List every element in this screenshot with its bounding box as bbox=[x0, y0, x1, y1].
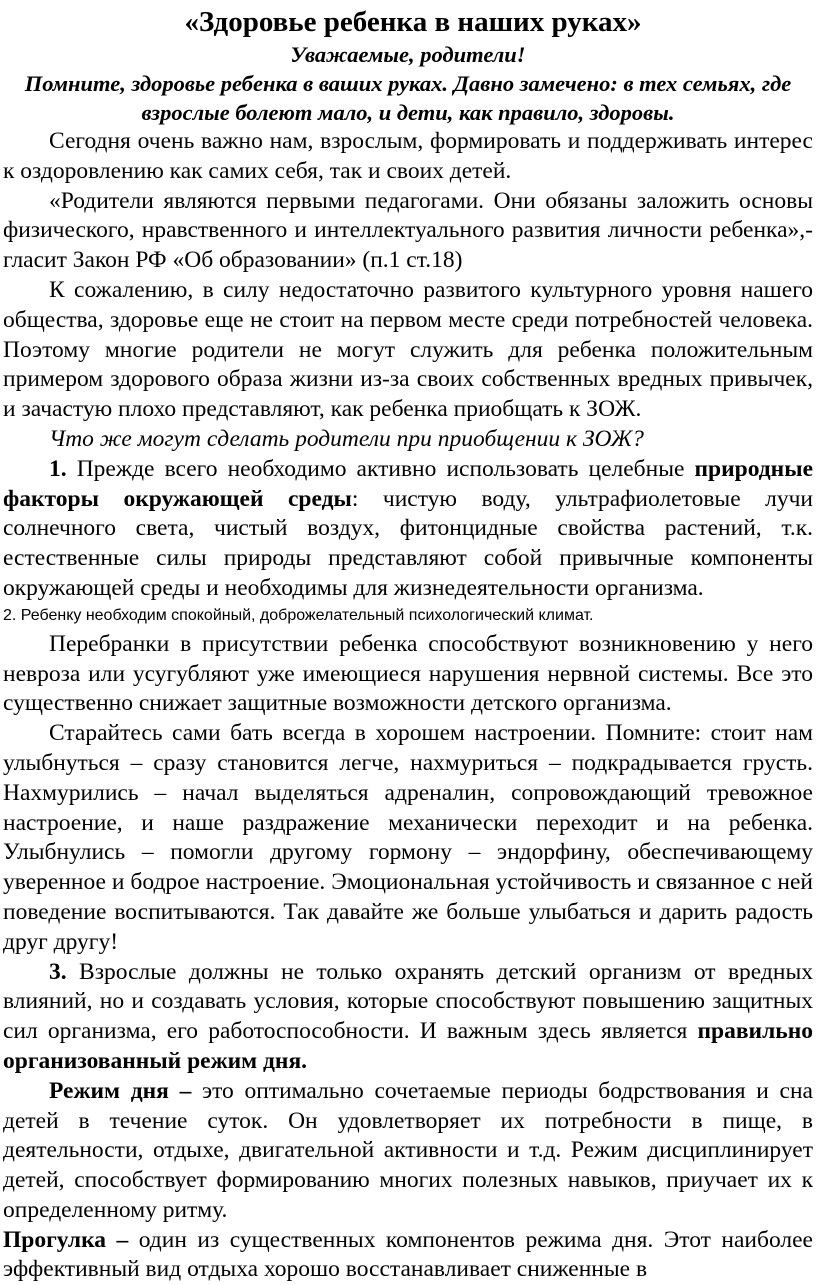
greeting: Уважаемые, родители! bbox=[290, 42, 526, 67]
item-3-number: 3. bbox=[49, 958, 67, 985]
item-1-text-after: : чистую воду, ультрафиолетовые лучи солнечного света, чистый воздух, фитонцидные свойства растений, т.к. естественные силы природы представляют собой привычные компоненты окружающей среды и необходимы для жизнедеятельности организма. bbox=[3, 485, 813, 601]
item-1-text-before: Прежде всего необходимо активно использовать целебные bbox=[66, 455, 695, 482]
paragraph-regime bbox=[3, 1077, 813, 1226]
item-1-bold: природные факторы окружающей среды bbox=[3, 455, 813, 512]
paragraph-walk bbox=[3, 1226, 813, 1285]
item-3-bold: правильно организованный режим дня. bbox=[3, 1018, 813, 1074]
item-3-text: Взрослые должны не только охранять детский организм от вредных влияний, но и создавать условия, которые способствуют повышению защитных сил организма, его работоспособности. И важным здесь является bbox=[3, 958, 813, 1045]
walk-text: один из существенных компонентов режима дня. Этот наиболее эффективный вид отдыха хорошо восстанавливает сниженные в bbox=[3, 1226, 813, 1283]
regime-text: это оптимально сочетаемые периоды бодрствования и сна детей в течение суток. Он удовлетворяет их потребности в пище, в деятельности, отдыхе, двигательной активности и т.д. Режим дисциплинирует детей, способствует формированию многих полезных навыков, приучает их к определенному ритму. bbox=[3, 1077, 813, 1223]
item-2: 2. Ребенку необходим спокойный, доброжелательный психологический климат. bbox=[3, 606, 594, 624]
paragraph-quarrels: Перебранки в присутствии ребенка способствуют возникновению у него невроза или усугубляют уже имеющиеся нарушения нервной системы. Все это существенно снижает защитные возможности детского организма. bbox=[3, 630, 813, 717]
paragraph-regret: К сожалению, в силу недостаточно развитого культурного уровня нашего общества, здоровье еще не стоит на первом месте среди потребностей человека. Поэтому многие родители не могут служить для ребенка положительным примером здорового образа жизни из-за своих собственных вредных привычек, и зачастую плохо представляют, как ребенка приобщать к ЗОЖ. bbox=[3, 276, 813, 423]
paragraph-mood: Старайтесь сами бать всегда в хорошем настроении. Помните: стоит нам улыбнуться – сразу становится легче, нахмуриться – подкрадывается грусть. Нахмурились – начал выделяться адреналин, сопровождающий тревожное настроение, и наше раздражение механически переходит и на ребенка. Улыбнулись – помогли другому гормону – эндорфину, обеспечивающему уверенное и бодрое настроение. Эмоциональная устойчивость и связанное с ней поведение воспитываются. Так давайте же больше улыбаться и дарить радость друг другу! bbox=[3, 720, 813, 955]
document-title: «Здоровье ребенка в наших руках» bbox=[184, 6, 642, 38]
walk-term: Прогулка – bbox=[3, 1226, 129, 1253]
paragraph-law-quote: «Родители являются первыми педагогами. Они обязаны заложить основы физического, нравственного и интеллектуального развития личности ребенка»,- гласит Закон РФ «Об образовании» (п.1 ст.18) bbox=[3, 187, 813, 274]
motto: Помните, здоровье ребенка в ваших руках. Давно замечено: в тех семьях, где взрослые болеют мало, и дети, как правило, здоровы. bbox=[24, 71, 792, 125]
item-1-number: 1. bbox=[49, 455, 67, 482]
paragraph-intro: Сегодня очень важно нам, взрослым, формировать и поддерживать интерес к оздоровлению как самих себя, так и своих детей. bbox=[3, 128, 813, 184]
item-1 bbox=[3, 455, 813, 604]
regime-term: Режим дня – bbox=[49, 1077, 192, 1104]
question-heading: Что же могут сделать родители при приобщении к ЗОЖ? bbox=[49, 425, 644, 452]
item-3 bbox=[3, 958, 813, 1077]
